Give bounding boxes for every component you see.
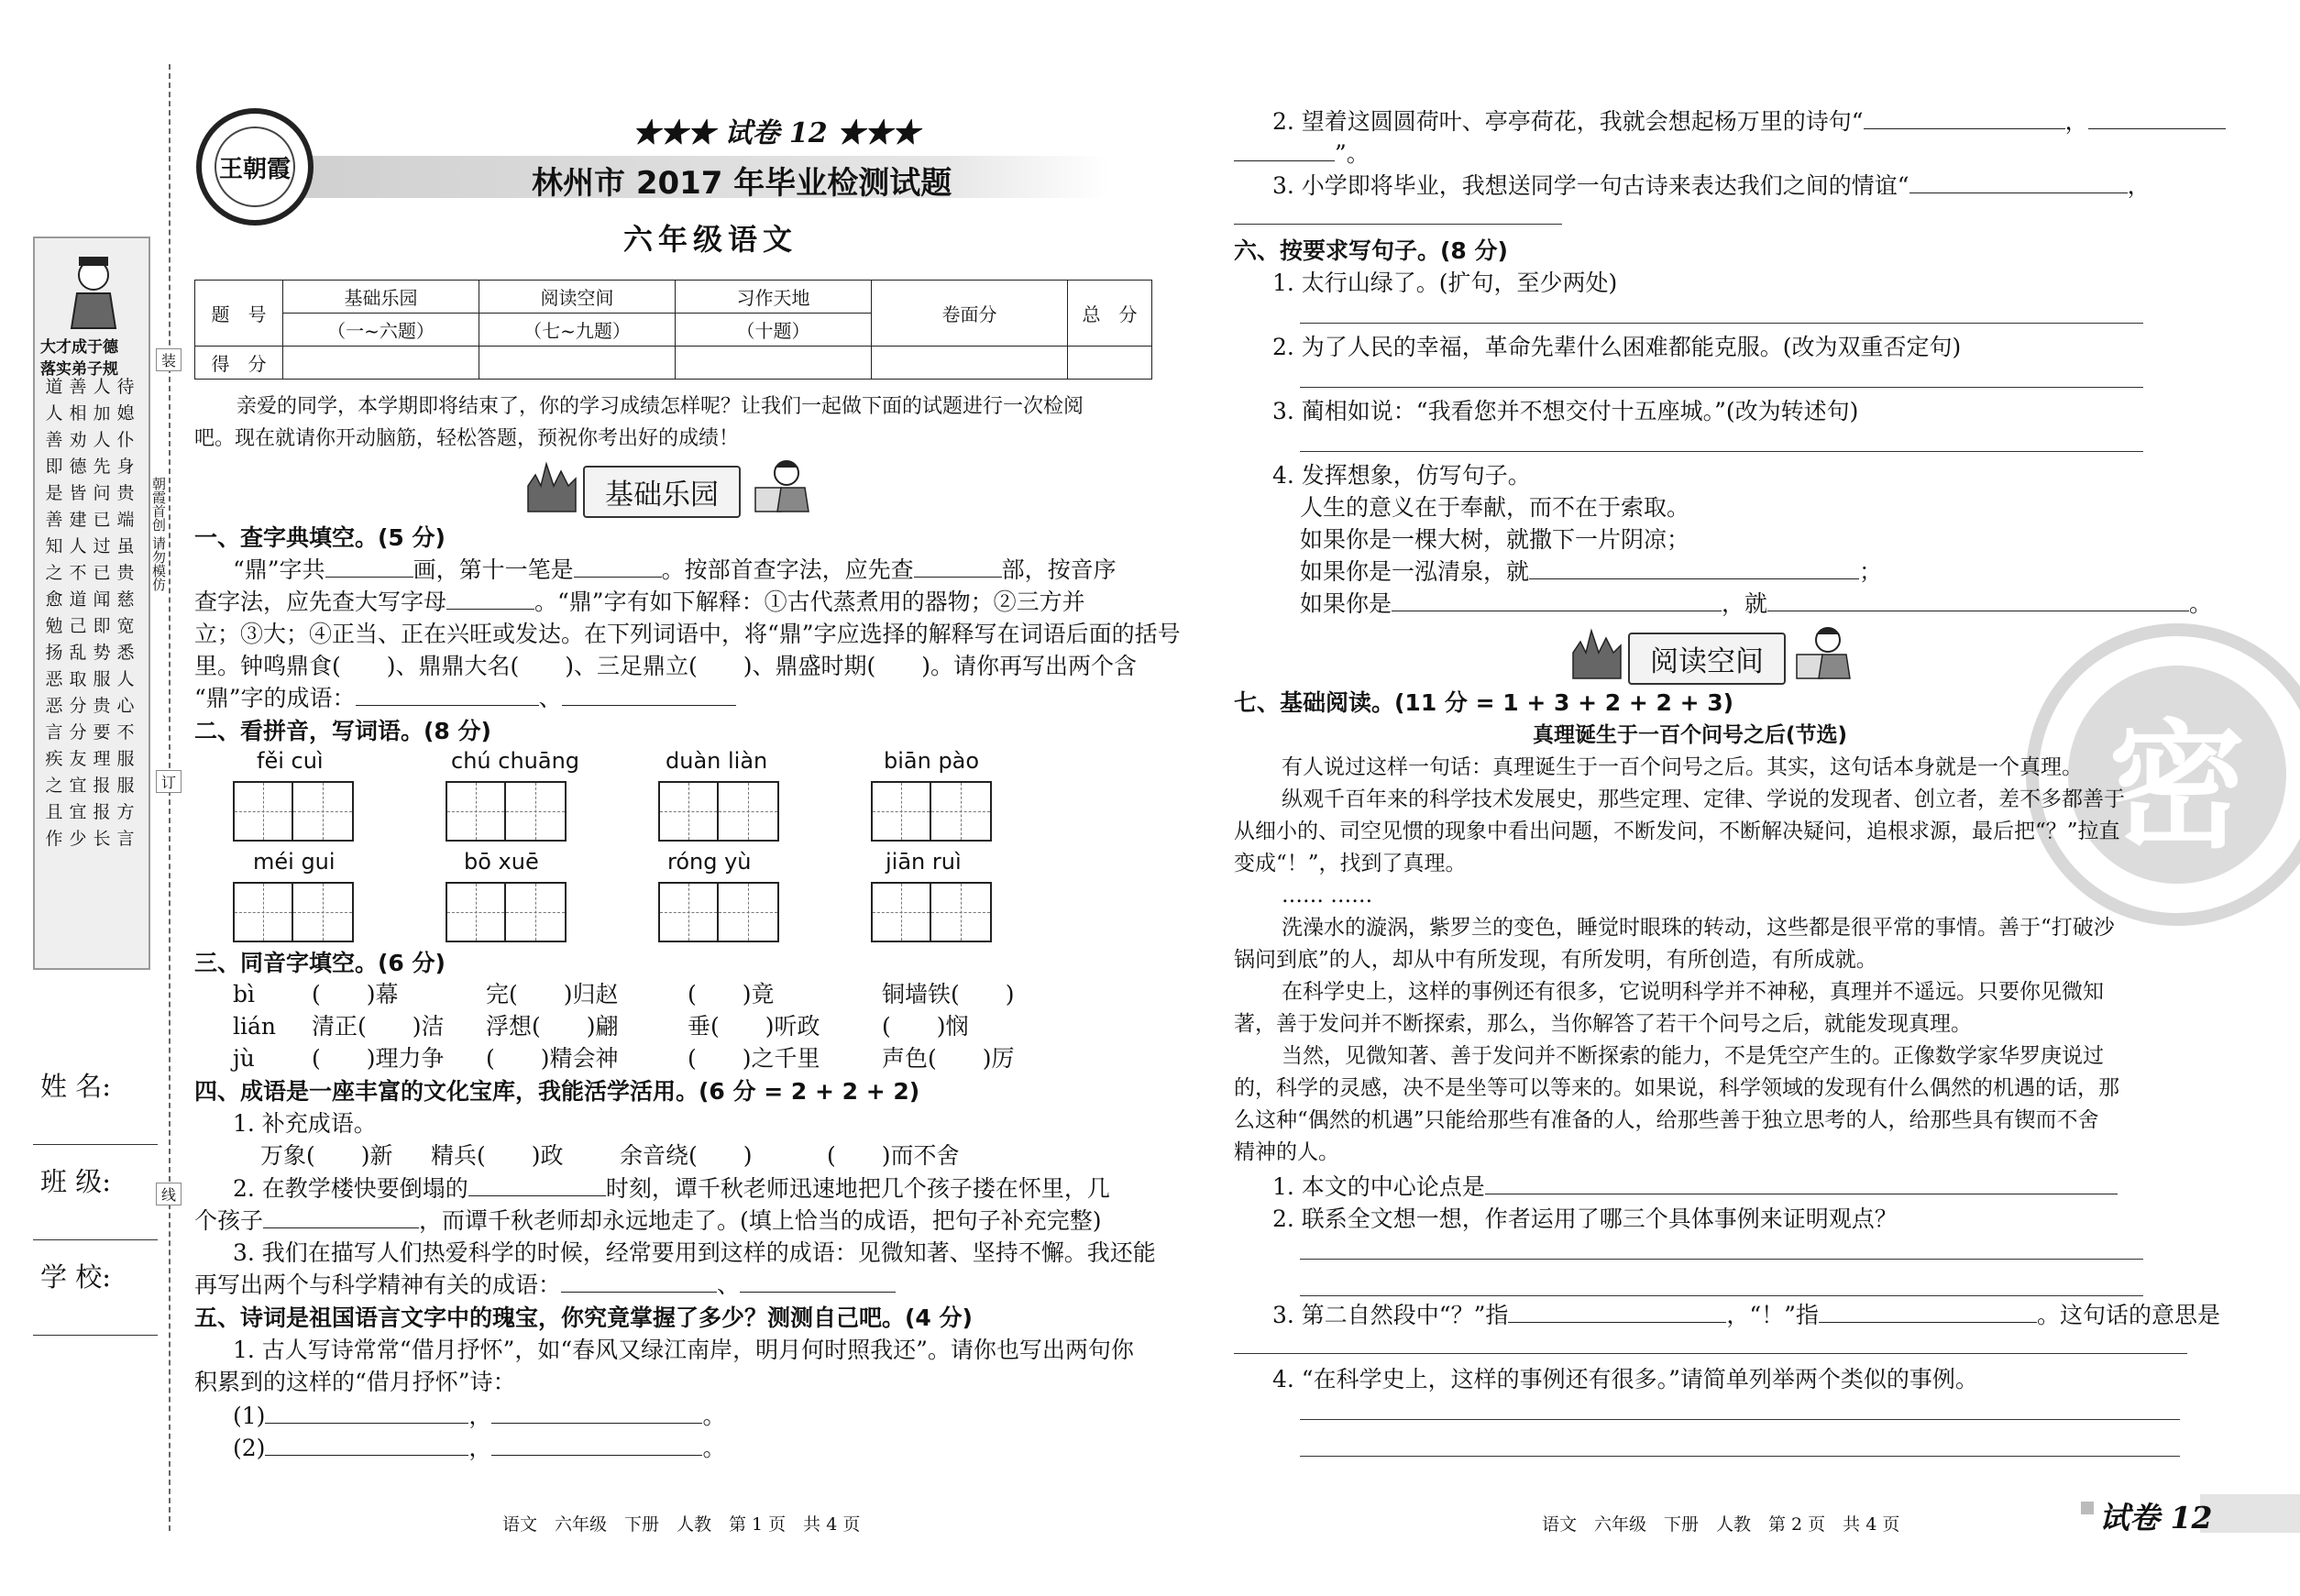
q5-poem-1 — [233, 1401, 725, 1432]
article-p4a: 在科学史上，这样的事例还有很多，它说明科学并不神秘，真理并不遥远。只要你见微知 — [1282, 980, 2104, 1004]
q4-blank-3[interactable] — [561, 1271, 717, 1293]
motto-char: 人 — [93, 377, 111, 397]
q7-sub-1 — [1272, 1172, 2118, 1203]
q6-answer-3[interactable] — [1300, 451, 2143, 452]
motto-char: 少 — [69, 829, 87, 849]
motto-char: 服 — [116, 776, 135, 796]
footer-left: 语文 六年级 下册 人教 第 1 页 共 4 页 — [502, 1514, 861, 1535]
q4-idiom: ( )而不舍 — [827, 1142, 960, 1169]
score-col5: 总 分 — [1068, 281, 1152, 347]
pinyin-2: chú chuāng — [451, 748, 580, 774]
motto-char: 不 — [69, 563, 87, 583]
motto-char: 恶 — [45, 696, 63, 716]
motto-char: 势 — [93, 643, 111, 663]
motto-char: 服 — [93, 669, 111, 689]
motto-char: 善 — [45, 510, 63, 530]
binding-dashed-line — [169, 64, 171, 1531]
q6-blank-1[interactable] — [1529, 557, 1859, 579]
score-cell-4[interactable] — [872, 347, 1068, 380]
q5-text: 2. 望着这圆圆荷叶、亭亭荷花，我就会想起杨万里的诗句“ — [1272, 108, 1864, 135]
q5-num: (2) — [233, 1435, 266, 1461]
q3-item: ( )之千里 — [688, 1045, 820, 1072]
q5-sub-2b — [1234, 138, 1370, 170]
scholar-icon — [57, 248, 130, 330]
q4-title: 四、成语是一座丰富的文化宝库，我能活学活用。(6 分 = 2 + 2 + 2) — [194, 1078, 920, 1105]
q5-text: ”。 — [1335, 140, 1370, 167]
q7-blank-1[interactable] — [1485, 1172, 2118, 1194]
q5-title: 五、诗词是祖国语言文字中的瑰宝，你究竟掌握了多少？测测自己吧。(4 分) — [194, 1304, 973, 1331]
q4-idioms — [260, 1140, 960, 1172]
motto-char: 宽 — [116, 616, 135, 636]
name-input[interactable] — [33, 1144, 158, 1145]
name-label: 姓 名: — [40, 1071, 111, 1102]
article-p2c: 变成“！”，找到了真理。 — [1234, 852, 1467, 875]
q3-item: 浮想( )翩 — [486, 1013, 619, 1040]
q5-blank-1a[interactable] — [265, 1402, 468, 1424]
q7-answer-3c[interactable] — [1234, 1353, 2187, 1354]
q5-blank-3b[interactable] — [2088, 107, 2226, 129]
score-col2: 阅读空间 — [479, 281, 676, 314]
q6-text: ； — [1859, 558, 1883, 585]
q1-blank-idiom-1[interactable] — [356, 684, 539, 706]
q3-pinyin-bi: bì — [233, 981, 255, 1007]
article-p5c: 么这种“偶然的机遇”只能给那些有准备的人，给那些善于独立思考的人，给那些具有锲而不舍 — [1234, 1108, 2099, 1132]
q5-sub-1: 1. 古人写诗常常“借月抒怀”，如“春风又绿江南岸，明月何时照我还”。请你也写出两句你 — [233, 1337, 1134, 1363]
motto-char: 善 — [69, 377, 87, 397]
q1-blank-letter[interactable] — [446, 588, 534, 610]
motto-char: 虽 — [116, 536, 135, 556]
score-col4: 卷面分 — [872, 281, 1068, 347]
q4-idiom: 余音绕( ) — [620, 1142, 753, 1169]
corner-deco — [2081, 1502, 2094, 1514]
q6-blank-2[interactable] — [1392, 589, 1722, 611]
motto-char: 方 — [116, 802, 135, 822]
write-box-7[interactable] — [658, 882, 779, 942]
q4-sub-1: 1. 补充成语。 — [233, 1110, 377, 1137]
corner-exam-number: 试卷 12 — [2099, 1500, 2213, 1535]
page-title: 林州市 2017 年毕业检测试题 — [532, 165, 952, 202]
q7-sub-3 — [1272, 1300, 2220, 1331]
q3-item: 清正( )洁 — [312, 1013, 445, 1040]
motto-char: 人 — [116, 669, 135, 689]
q5-text: ， — [2127, 172, 2151, 199]
corner-band — [2200, 1494, 2300, 1533]
motto-char: 悉 — [116, 643, 135, 663]
q3-item: 完( )归赵 — [486, 981, 619, 1007]
q6-sub-1: 1. 太行山绿了。(扩句，至少两处) — [1272, 270, 1618, 296]
motto-char: 服 — [116, 749, 135, 769]
q6-sub-4: 4. 发挥想象，仿写句子。 — [1272, 462, 1531, 489]
q6-example-1: 人生的意义在于奉献，而不在于索取。 — [1300, 494, 1690, 521]
motto-char: 勉 — [45, 616, 63, 636]
section-reading-banner: 阅读空间 — [1628, 633, 1786, 685]
motto-char: 建 — [69, 510, 87, 530]
motto-char: 分 — [69, 722, 87, 743]
q5-blank-2a[interactable] — [265, 1434, 468, 1456]
q4-idiom: 精兵( )政 — [431, 1142, 564, 1169]
pinyin-7: róng yù — [667, 849, 752, 875]
motto-char: 闻 — [93, 589, 111, 610]
q5-period: 。 — [702, 1403, 726, 1429]
motto-char: 扬 — [45, 643, 63, 663]
q4-text: 再写出两个与科学精神有关的成语： — [194, 1271, 562, 1298]
q4-blank-1[interactable] — [468, 1174, 606, 1196]
q4-text: 2. 在教学楼快要倒塌的 — [233, 1175, 468, 1202]
motto-char: 取 — [69, 669, 87, 689]
motto-char: 是 — [45, 483, 63, 503]
motto-char: 分 — [69, 696, 87, 716]
q1-text-e: 查字法，应先查大写字母 — [194, 589, 447, 615]
q5-blank-2b[interactable] — [491, 1434, 702, 1456]
class-input[interactable] — [33, 1239, 158, 1240]
q1-blank-stroke11[interactable] — [574, 556, 662, 578]
motto-char: 乱 — [69, 643, 87, 663]
motto-char: 道 — [45, 377, 63, 397]
motto-char: 已 — [93, 510, 111, 530]
q5-period: 。 — [702, 1435, 726, 1461]
q1-title: 一、查字典填空。(5 分) — [194, 524, 446, 551]
motto-char: 即 — [45, 457, 63, 477]
intro-line-1: 亲爱的同学，本学期即将结束了，你的学习成绩怎样呢？让我们一起做下面的试题进行一次检阅 — [237, 395, 1084, 418]
q3-item: 声色( )厉 — [882, 1045, 1015, 1072]
q4-text: ，而谭千秋老师却永远地走了。(填上恰当的成语，把句子补充完整) — [419, 1207, 1102, 1234]
q5-line-4b[interactable] — [1234, 224, 1562, 225]
motto-char: 已 — [93, 563, 111, 583]
q4-blank-4[interactable] — [740, 1271, 896, 1293]
score-col1-sub: （一~六题） — [283, 314, 479, 347]
motto-char: 仆 — [116, 430, 135, 450]
q7-text: ，“！”指 — [1726, 1302, 1819, 1328]
q5-comma: ， — [468, 1435, 492, 1461]
q1-blank-strokes[interactable] — [325, 556, 413, 578]
logo — [196, 108, 314, 226]
castle-icon — [524, 458, 579, 513]
q5-sub-3 — [1272, 171, 2151, 202]
binding-mark-2: 订 — [156, 770, 182, 793]
q1-text-g: “鼎”字的成语： — [194, 685, 356, 711]
q6-fill-2 — [1300, 589, 2212, 620]
article-p3a: 洗澡水的漩涡，紫罗兰的变色，睡觉时眼珠的转动，这些都是很平常的事情。善于“打破沙 — [1282, 916, 2115, 940]
q3-row-1 — [233, 979, 1015, 1010]
q6-text: 如果你是一泓清泉，就 — [1300, 558, 1530, 585]
score-cell-2[interactable] — [479, 347, 676, 380]
score-row2-label: 得 分 — [195, 347, 283, 380]
write-box-2[interactable] — [446, 781, 567, 842]
binding-mark-3: 线 — [156, 1183, 182, 1205]
motto-char: 善 — [45, 430, 63, 450]
exam-number: ★★★ 试卷 12 ★★★ — [633, 117, 920, 149]
motto-title-2: 落实弟子规 — [40, 360, 118, 379]
q4-text: 个孩子 — [194, 1207, 264, 1234]
article-p4b: 著，善于发问并不断探索，那么，当你解答了若干个问号之后，就能发现真理。 — [1234, 1012, 1972, 1036]
q6-sub-2: 2. 为了人民的幸福，革命先辈什么困难都能克服。(改为双重否定句) — [1272, 334, 1962, 360]
motto-char: 愈 — [45, 589, 63, 610]
q1-line-4: 里。钟鸣鼎食( )、鼎鼎大名( )、三足鼎立( )、鼎盛时期( )。请你再写出两个含 — [194, 653, 1138, 679]
motto-char: 言 — [116, 829, 135, 849]
q1-line-3: 立；③大；④正当、正在兴旺或发达。在下列词语中，将“鼎”字应选择的解释写在词语后面的括号 — [194, 621, 1181, 647]
q3-title: 三、同音字填空。(6 分) — [194, 950, 446, 976]
q3-row-2 — [233, 1011, 969, 1042]
q5-blank-3c[interactable] — [1234, 139, 1335, 161]
q5-blank-3a[interactable] — [1864, 107, 2065, 129]
motto-char: 加 — [93, 403, 111, 424]
write-box-1[interactable] — [233, 781, 354, 842]
stamp-char: 密 — [2068, 666, 2286, 884]
reading-child-icon — [1791, 622, 1855, 682]
q6-example-2: 如果你是一棵大树，就撒下一片阴凉； — [1300, 526, 1690, 553]
intro-line-2: 吧。现在就请你开动脑筋，轻松答题，预祝你考出好的成绩！ — [194, 427, 740, 450]
score-row1-label: 题 号 — [195, 281, 283, 347]
q1-line-2 — [194, 587, 1085, 618]
score-cell-5[interactable] — [1068, 347, 1152, 380]
q7-blank-3b[interactable] — [1819, 1301, 2037, 1323]
motto-char: 长 — [93, 829, 111, 849]
school-input[interactable] — [33, 1335, 158, 1336]
q3-item: ( )幕 — [312, 981, 399, 1007]
q6-fill-1 — [1300, 556, 1882, 588]
score-col2-sub: （七~九题） — [479, 314, 676, 347]
section-basic-banner: 基础乐园 — [583, 466, 741, 518]
article-p5a: 当然，见微知著、善于发问并不断探索的能力，不是凭空产生的。正像数学家华罗庚说过 — [1282, 1044, 2104, 1068]
motto-char: 德 — [69, 457, 87, 477]
q5-sub-1b: 积累到的这样的“借月抒怀”诗： — [194, 1369, 516, 1395]
motto-char: 过 — [93, 536, 111, 556]
write-box-5[interactable] — [233, 882, 354, 942]
q7-sub-2: 2. 联系全文想一想，作者运用了哪三个具体事例来证明观点？ — [1272, 1205, 1898, 1232]
motto-title-1: 大才成于德 — [40, 338, 118, 357]
q7-title: 七、基础阅读。(11 分 = 1 + 3 + 2 + 2 + 3) — [1234, 689, 1734, 716]
q1-blank-idiom-2[interactable] — [562, 684, 736, 706]
q5-text: ， — [2064, 108, 2088, 135]
q5-blank-1b[interactable] — [491, 1402, 702, 1424]
binding-note: 朝霞首创 请勿模仿 — [150, 477, 167, 591]
article-p3b: 锅问到底”的人，却从中有所发现，有所发明，有所创造，有所成就。 — [1234, 948, 1877, 972]
q1-text-d: 部，按音序 — [1001, 556, 1117, 583]
q3-item: ( )精会神 — [486, 1045, 619, 1072]
castle-icon — [1569, 625, 1624, 680]
motto-text-grid — [42, 374, 143, 853]
q1-text-f: 。“鼎”字有如下解释：①古代蒸煮用的器物；②三方并 — [534, 589, 1085, 615]
motto-char: 问 — [93, 483, 111, 503]
q3-pinyin-ju: jù — [233, 1045, 255, 1072]
motto-char: 贵 — [116, 563, 135, 583]
q6-text: ，就 — [1722, 590, 1768, 617]
write-box-4[interactable] — [871, 781, 992, 842]
q4-sub-2 — [233, 1173, 1110, 1205]
motto-char: 待 — [116, 377, 135, 397]
q6-text: 。 — [2189, 590, 2213, 617]
reading-child-icon — [750, 455, 814, 515]
q5-text: 3. 小学即将毕业，我想送同学一句古诗来表达我们之间的情谊“ — [1272, 172, 1909, 199]
motto-char: 宜 — [69, 776, 87, 796]
motto-char: 相 — [69, 403, 87, 424]
pinyin-5: méi gui — [253, 849, 336, 875]
motto-char: 报 — [93, 776, 111, 796]
motto-char: 即 — [93, 616, 111, 636]
motto-char: 作 — [45, 829, 63, 849]
q1-blank-radical[interactable] — [914, 556, 1002, 578]
write-box-8[interactable] — [871, 882, 992, 942]
article-p2b: 从细小的、司空见惯的现象中看出问题，不断发问，不断解决疑问，追根求源，最后把“？”拉直 — [1234, 820, 2120, 843]
pinyin-8: jiān ruì — [886, 849, 962, 875]
motto-char: 宜 — [69, 802, 87, 822]
score-cell-3[interactable] — [676, 347, 872, 380]
motto-char: 理 — [93, 749, 111, 769]
q5-comma: ， — [468, 1403, 492, 1429]
motto-char: 皆 — [69, 483, 87, 503]
motto-char: 端 — [116, 510, 135, 530]
score-col3: 习作天地 — [676, 281, 872, 314]
page-subtitle: 六年级语文 — [623, 222, 798, 257]
motto-char: 知 — [45, 536, 63, 556]
motto-char: 身 — [116, 457, 135, 477]
q6-answer-2[interactable] — [1300, 387, 2143, 388]
score-table — [194, 280, 1152, 380]
q1-line-1 — [233, 555, 1117, 586]
q3-item: ( )竟 — [688, 981, 775, 1007]
q3-item: ( )理力争 — [312, 1045, 445, 1072]
motto-char: 慈 — [116, 589, 135, 610]
pinyin-6: bō xuē — [464, 849, 539, 875]
motto-char: 之 — [45, 776, 63, 796]
q7-answer-2b[interactable] — [1300, 1295, 2143, 1296]
q5-poem-2 — [233, 1433, 725, 1464]
pinyin-3: duàn liàn — [666, 748, 768, 774]
pinyin-4: biān pào — [884, 748, 980, 774]
motto-char: 贵 — [116, 483, 135, 503]
q7-text: 3. 第二自然段中“？”指 — [1272, 1302, 1509, 1328]
q3-item: 铜墙铁( ) — [882, 981, 1015, 1007]
pinyin-1: fěi cuì — [257, 748, 324, 774]
motto-char: 人 — [69, 536, 87, 556]
q5-blank-4a[interactable] — [1909, 171, 2128, 193]
motto-char: 道 — [69, 589, 87, 610]
q6-answer-1[interactable] — [1300, 323, 2143, 324]
q4-text: 、 — [717, 1271, 741, 1298]
binding-mark-1: 装 — [156, 348, 182, 371]
footer-right: 语文 六年级 下册 人教 第 2 页 共 4 页 — [1542, 1514, 1900, 1535]
score-cell-1[interactable] — [283, 347, 479, 380]
q3-item: ( )悯 — [882, 1013, 969, 1040]
logo-text: 王朝霞 — [215, 127, 295, 207]
motto-char: 要 — [93, 722, 111, 743]
q3-pinyin-lian: lián — [233, 1013, 276, 1040]
q7-answer-4b[interactable] — [1300, 1456, 2180, 1457]
q6-title: 六、按要求写句子。(8 分) — [1234, 237, 1508, 264]
motto-char: 心 — [116, 696, 135, 716]
article-p1: 有人说过这样一句话：真理诞生于一百个问号之后。其实，这句话本身就是一个真理。 — [1282, 755, 2083, 779]
q7-answer-4a[interactable] — [1300, 1419, 2180, 1420]
article-ellipsis: …… …… — [1282, 884, 1373, 908]
q3-item: 垂( )听政 — [688, 1013, 820, 1040]
q7-text: 1. 本文的中心论点是 — [1272, 1173, 1485, 1200]
q7-sub-4: 4. “在科学史上，这样的事例还有很多。”请简单列举两个类似的事例。 — [1272, 1366, 1978, 1392]
q5-sub-2 — [1272, 106, 2226, 138]
article-p5b: 的，科学的灵感，决不是坐等可以等来的。如果说，科学领域的发现有什么偶然的机遇的话，那 — [1234, 1076, 2119, 1100]
motto-char: 人 — [93, 430, 111, 450]
q6-text: 如果你是 — [1300, 590, 1392, 617]
q4-sub-3: 3. 我们在描写人们热爱科学的时候，经常要用到这样的成语：见微知著、坚持不懈。我还能 — [233, 1239, 1156, 1266]
score-col1: 基础乐园 — [283, 281, 479, 314]
q7-answer-2a[interactable] — [1300, 1259, 2143, 1260]
q2-title: 二、看拼音，写词语。(8 分) — [194, 718, 491, 744]
q6-sub-3: 3. 蔺相如说：“我看您并不想交付十五座城。”(改为转述句) — [1272, 398, 1859, 424]
motto-char: 友 — [69, 749, 87, 769]
q4-blank-2[interactable] — [263, 1206, 419, 1228]
q3-row-3 — [233, 1043, 1015, 1074]
q7-text: 。这句话的意思是 — [2036, 1302, 2220, 1328]
q5-num: (1) — [233, 1403, 266, 1429]
motto-char: 劝 — [69, 430, 87, 450]
class-label: 班 级: — [40, 1166, 111, 1197]
q1-text-a: “鼎”字共 — [233, 556, 325, 583]
q4-sub-3b — [194, 1270, 896, 1301]
motto-char: 己 — [69, 616, 87, 636]
motto-char: 且 — [45, 802, 63, 822]
motto-char: 不 — [116, 722, 135, 743]
q1-text-h: 、 — [538, 685, 562, 711]
motto-char: 先 — [93, 457, 111, 477]
motto-char: 媳 — [116, 403, 135, 424]
q4-sub-2b — [194, 1205, 1102, 1237]
write-box-6[interactable] — [446, 882, 567, 942]
write-box-3[interactable] — [658, 781, 779, 842]
q1-text-c: 。按部首查字法，应先查 — [661, 556, 914, 583]
q1-line-5 — [194, 683, 736, 714]
school-label: 学 校: — [40, 1261, 111, 1293]
motto-char: 之 — [45, 563, 63, 583]
q4-idiom: 万象( )新 — [260, 1142, 393, 1169]
q1-text-b: 画，第十一笔是 — [413, 556, 574, 583]
motto-char: 恶 — [45, 669, 63, 689]
motto-char: 人 — [45, 403, 63, 424]
motto-char: 报 — [93, 802, 111, 822]
article-p2a: 纵观千百年来的科学技术发展史，那些定理、定律、学说的发现者、创立者，差不多都善于 — [1282, 787, 2125, 811]
q7-blank-3a[interactable] — [1508, 1301, 1726, 1323]
motto-char: 贵 — [93, 696, 111, 716]
q4-text: 时刻，谭千秋老师迅速地把几个孩子搂在怀里，几 — [605, 1175, 1110, 1202]
article-p5d: 精神的人。 — [1234, 1140, 1339, 1164]
motto-char: 言 — [45, 722, 63, 743]
motto-char: 疾 — [45, 749, 63, 769]
score-col3-sub: （十题） — [676, 314, 872, 347]
article-title: 真理诞生于一百个问号之后(节选) — [1533, 723, 1848, 747]
q6-blank-3[interactable] — [1767, 589, 2189, 611]
